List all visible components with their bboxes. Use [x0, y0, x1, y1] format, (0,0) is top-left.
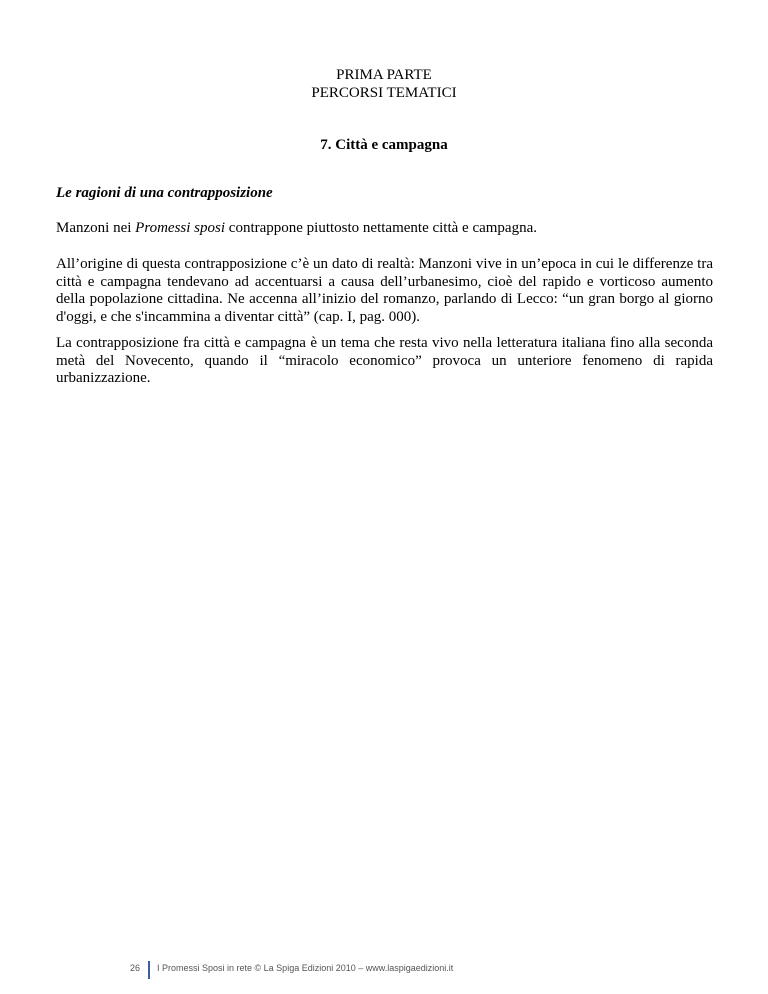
footer-copyright: I Promessi Sposi in rete © La Spiga Edizioni 2010 – www.laspigaedizioni.it: [157, 963, 454, 973]
section-heading: Le ragioni di una contrapposizione: [56, 185, 273, 201]
part-title: PRIMA PARTE: [336, 67, 432, 83]
book-title-italic: Promessi sposi: [135, 220, 226, 236]
footer-divider: [148, 961, 150, 979]
page-footer: [0, 961, 768, 979]
page-number: 26: [130, 963, 141, 973]
paragraph-1-text-start: Manzoni nei: [56, 220, 136, 236]
paragraph-3: La contrapposizione fra città e campagna è un tema che resta vivo nella letteratura italiana fino alla seconda metà del Novecento, quando il “miracolo economico” provoca un unteriore fenomeno di rapida urbanizzazione.: [56, 335, 713, 386]
paragraph-1: [56, 220, 713, 238]
paragraph-2: All’origine di questa contrapposizione c’è un dato di realtà: Manzoni vive in un’epoca in cui le differenze tra città e campagna tendevano ad accentuarsi a causa dell’urbanesimo, cioè del rapido e vorticoso aumento della popolazione cittadina. Ne accenna all’inizio del romanzo, parlando di Lecco: “un gran borgo al giorno d'oggi, e che s'incammina a diventar città” (cap. I, pag. 000).: [56, 256, 713, 325]
part-subtitle: PERCORSI TEMATICI: [311, 85, 457, 101]
chapter-title: 7. Città e campagna: [320, 137, 448, 153]
paragraph-1-text-end: contrappone piuttosto nettamente città e campagna.: [225, 220, 537, 236]
